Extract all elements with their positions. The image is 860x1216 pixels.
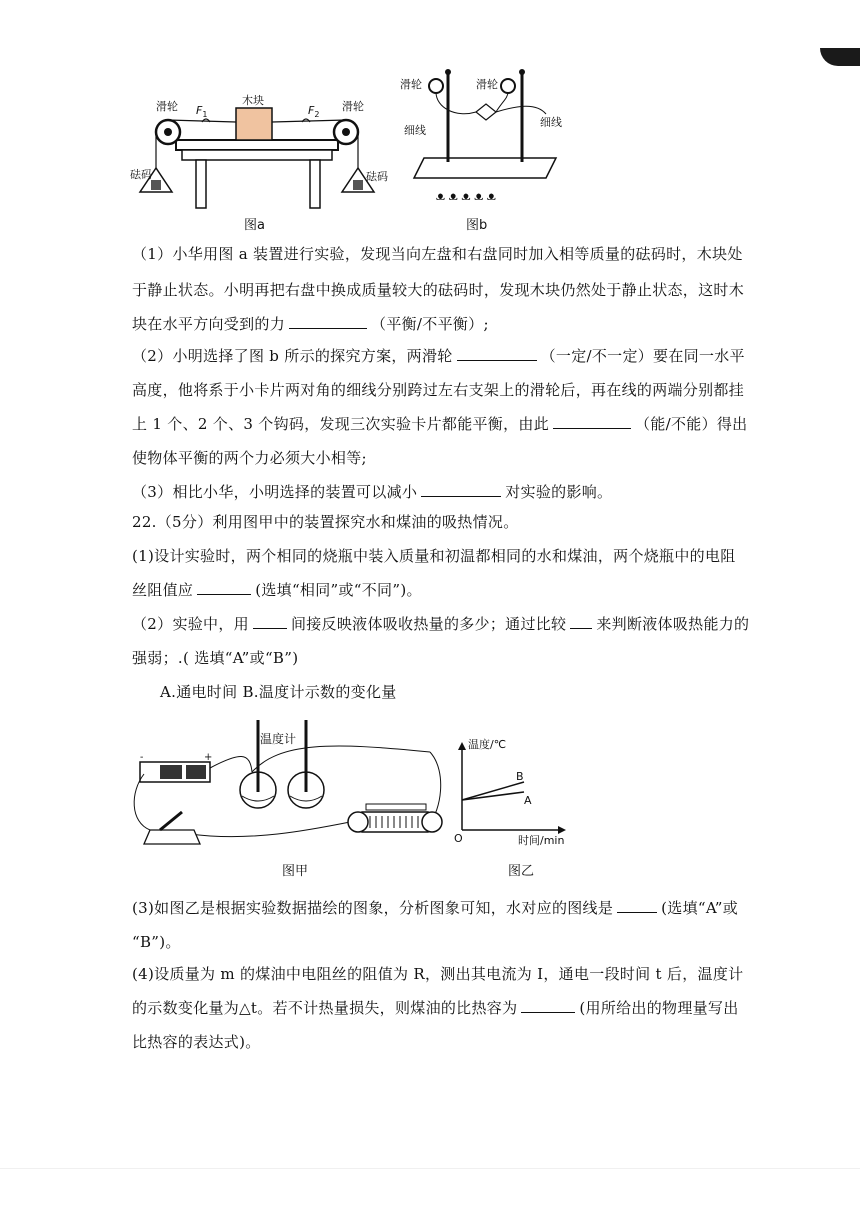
label-f2: $F_2$ xyxy=(308,104,320,120)
q22-p1-l1: (1)设计实验时，两个相同的烧瓶中装入质量和初温都相同的水和煤油，两个烧瓶中的电阻 xyxy=(132,547,736,565)
answer-blank xyxy=(553,414,631,429)
q21-p1-l2: 于静止状态。小明再把右盘中换成质量较大的砝码时，发现木块仍然处于静止状态，这时木 xyxy=(132,281,745,299)
q21-p1-l1: （1）小华用图 a 装置进行实验，发现当向左盘和右盘同时加入相等质量的砝码时，木块处 xyxy=(132,245,743,263)
q22-options: A.通电时间 B.温度计示数的变化量 xyxy=(160,683,397,701)
label-b-string-left: 细线 xyxy=(404,124,426,137)
label-b-pulley-left: 滑轮 xyxy=(400,78,422,91)
figure-yi-caption: 图乙 xyxy=(508,864,535,879)
q22-p3-l1: (3)如图乙是根据实验数据描绘的图象，分析图象可知，水对应的图线是 (选填“A”或 xyxy=(132,899,739,917)
svg-text:ᴥ ᴥ ᴥ ᴥ ᴥ: ᴥ ᴥ ᴥ ᴥ ᴥ xyxy=(436,189,496,203)
yi-line-a: A xyxy=(524,794,532,807)
label-weight-left: 砝码 xyxy=(130,168,152,181)
answer-blank xyxy=(421,482,501,497)
q21-p2-l3: 上 1 个、2 个、3 个钩码，发现三次实验卡片都能平衡，由此 （能/不能）得出 xyxy=(132,415,748,433)
q21-p2-l2: 高度，他将系于小卡片两对角的细线分别跨过左右支架上的滑轮后，再在线的两端分别都挂 xyxy=(132,381,745,399)
label-b-pulley-right: 滑轮 xyxy=(476,78,498,91)
answer-blank xyxy=(197,580,251,595)
figure-jia-caption: 图甲 xyxy=(282,864,309,879)
q21-p2-l4: 使物体平衡的两个力必须大小相等; xyxy=(132,449,367,467)
q22-p4-l2: 的示数变化量为△t。若不计热量损失，则煤油的比热容为 (用所给出的物理量写出 xyxy=(132,999,739,1017)
q22-header: 22.（5分）利用图甲中的装置探究水和煤油的吸热情况。 xyxy=(132,513,519,531)
page-corner-tab xyxy=(820,48,860,66)
figure-a-caption: 图a xyxy=(244,218,265,233)
answer-blank xyxy=(289,314,367,329)
figure-a xyxy=(126,88,396,218)
label-f1: $F_1$ xyxy=(196,104,208,120)
q21-p2-l1: （2）小明选择了图 b 所示的探究方案，两滑轮 （一定/不一定）要在同一水平 xyxy=(132,347,745,365)
yi-ylabel: 温度/℃ xyxy=(468,738,507,751)
yi-origin: O xyxy=(454,832,463,845)
answer-blank xyxy=(570,614,592,629)
answer-blank xyxy=(457,346,537,361)
page-bottom-rule xyxy=(0,1168,860,1169)
q21-p1-l3: 块在水平方向受到的力 （平衡/不平衡）; xyxy=(132,315,489,333)
label-thermometer: 温度计 xyxy=(260,732,297,746)
label-b-string-right: 细线 xyxy=(540,116,562,129)
q22-p1-l2: 丝阻值应 (选填“相同”或“不同”)。 xyxy=(132,581,422,599)
figure-b-caption: 图b xyxy=(466,218,488,233)
q21-p3: （3）相比小华，小明选择的装置可以减小 对实验的影响。 xyxy=(132,483,613,501)
q22-p3-l2: “B”)。 xyxy=(132,933,181,951)
label-pulley-right: 滑轮 xyxy=(342,100,364,113)
label-pulley-left: 滑轮 xyxy=(156,100,178,113)
q22-p2-l2: 强弱；.( 选填“A”或“B”) xyxy=(132,649,299,667)
figure-b xyxy=(396,58,576,208)
figure-yi xyxy=(448,736,588,846)
answer-blank xyxy=(521,998,575,1013)
q22-p4-l3: 比热容的表达式)。 xyxy=(132,1033,261,1051)
q22-p2-l1: （2）实验中，用 间接反映液体吸收热量的多少；通过比较 来判断液体吸热能力的 xyxy=(132,615,750,633)
yi-xlabel: 时间/min xyxy=(518,834,565,847)
label-weight-right: 砝码 xyxy=(366,170,388,183)
answer-blank xyxy=(617,898,657,913)
svg-text:-: - xyxy=(140,752,144,763)
q22-p4-l1: (4)设质量为 m 的煤油中电阻丝的阻值为 R，测出其电流为 I，通电一段时间 t 后，温度计 xyxy=(132,965,744,983)
yi-line-b: B xyxy=(516,770,524,783)
answer-blank xyxy=(253,614,287,629)
svg-text:+: + xyxy=(204,752,213,763)
label-block: 木块 xyxy=(242,94,264,107)
figure-jia xyxy=(130,712,450,852)
